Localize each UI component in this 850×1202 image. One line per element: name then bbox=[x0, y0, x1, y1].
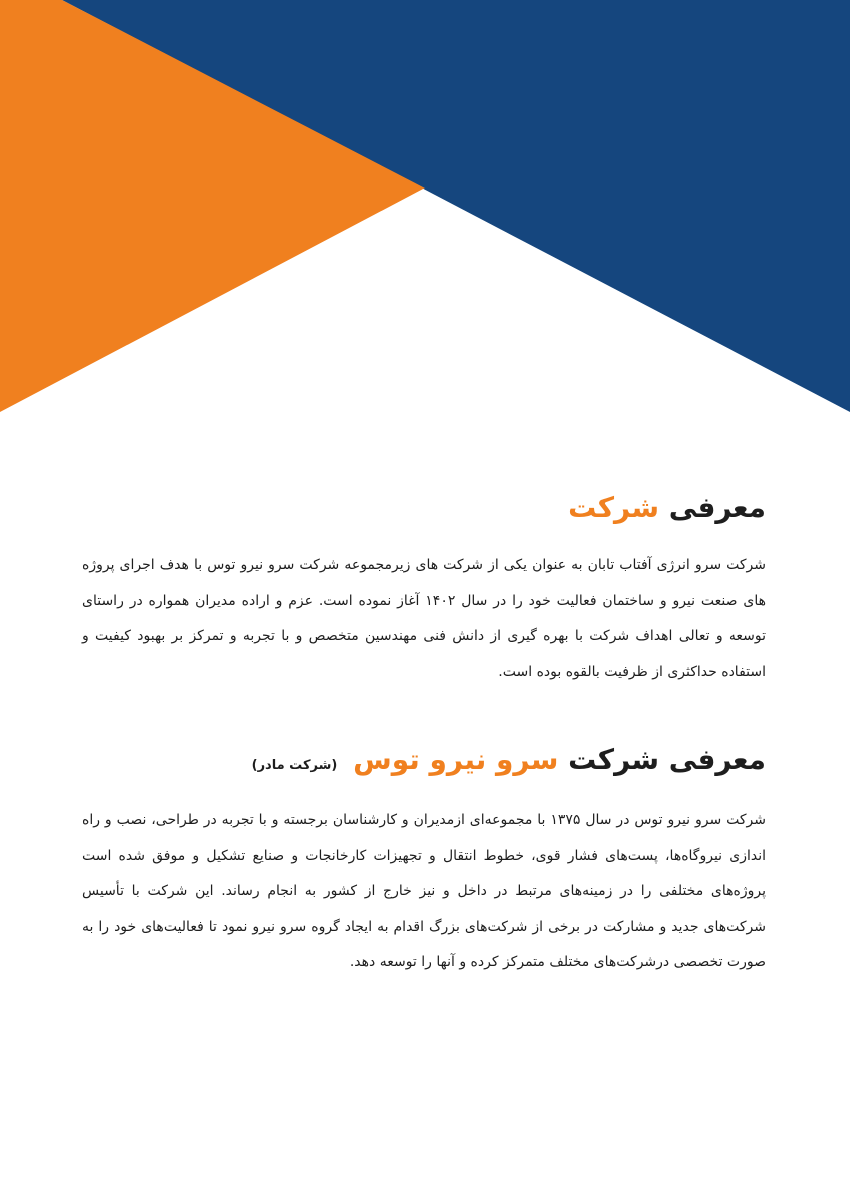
section-parent-company-body bbox=[82, 803, 766, 981]
title-part-parent-name: سرو نیرو توس bbox=[353, 743, 559, 776]
parent-company-title bbox=[82, 740, 766, 786]
section-company-intro-body bbox=[82, 548, 766, 690]
title-note-parent: (شرکت مادر) bbox=[251, 758, 338, 773]
parent-company-paragraph: شرکت سرو نیرو توس در سال ۱۳۷۵ با مجموعه‌ای ازمدیران و کارشناسان برجسته و با تجربه در طراحی، نصب و راه اندازی نیروگاه‌ها، پست‌های فشار قوی، خطوط انتقال و تجهیزات کارخانجات و صنایع تشکیل و موفق شده است پروژه‌های مختلفی را در زمینه‌های مرتبط در داخل و نیز خارج از کشور به انجام رساند. این شرکت با تأسیس شرکت‌های جدید و مشارکت در برخی از شرکت‌های بزرگ اقدام به ایجاد گروه سرو نیرو نمود تا فعالیت‌های خود را به صورت تخصصی درشرکت‌های مختلف متمرکز کرده و آنها را توسعه دهد. bbox=[82, 812, 766, 970]
title-part-intro-company: معرفی شرکت bbox=[568, 743, 766, 776]
section-parent-company-heading bbox=[82, 740, 766, 786]
title-part-company: شرکت bbox=[568, 491, 660, 524]
title-part-intro: معرفی bbox=[668, 491, 766, 524]
section-company-intro-heading bbox=[82, 488, 766, 528]
header-background-shapes bbox=[0, 0, 850, 420]
page-title bbox=[82, 488, 766, 528]
company-intro-paragraph: شرکت سرو انرژی آفتاب تابان به عنوان یکی از شرکت های زیرمجموعه شرکت سرو نیرو توس با هدف اجرای پروژه های صنعت نیرو و ساختمان فعالیت خود را در سال ۱۴۰۲ آغاز نموده است. عزم و اراده مدیران همواره در راستای توسعه و تعالی اهداف شرکت با بهره گیری از دانش فنی مهندسین متخصص و با تجربه و تمرکز بر بهبود کیفیت و استفاده حداکثری از ظرفیت بالقوه بوده است. bbox=[82, 557, 766, 680]
